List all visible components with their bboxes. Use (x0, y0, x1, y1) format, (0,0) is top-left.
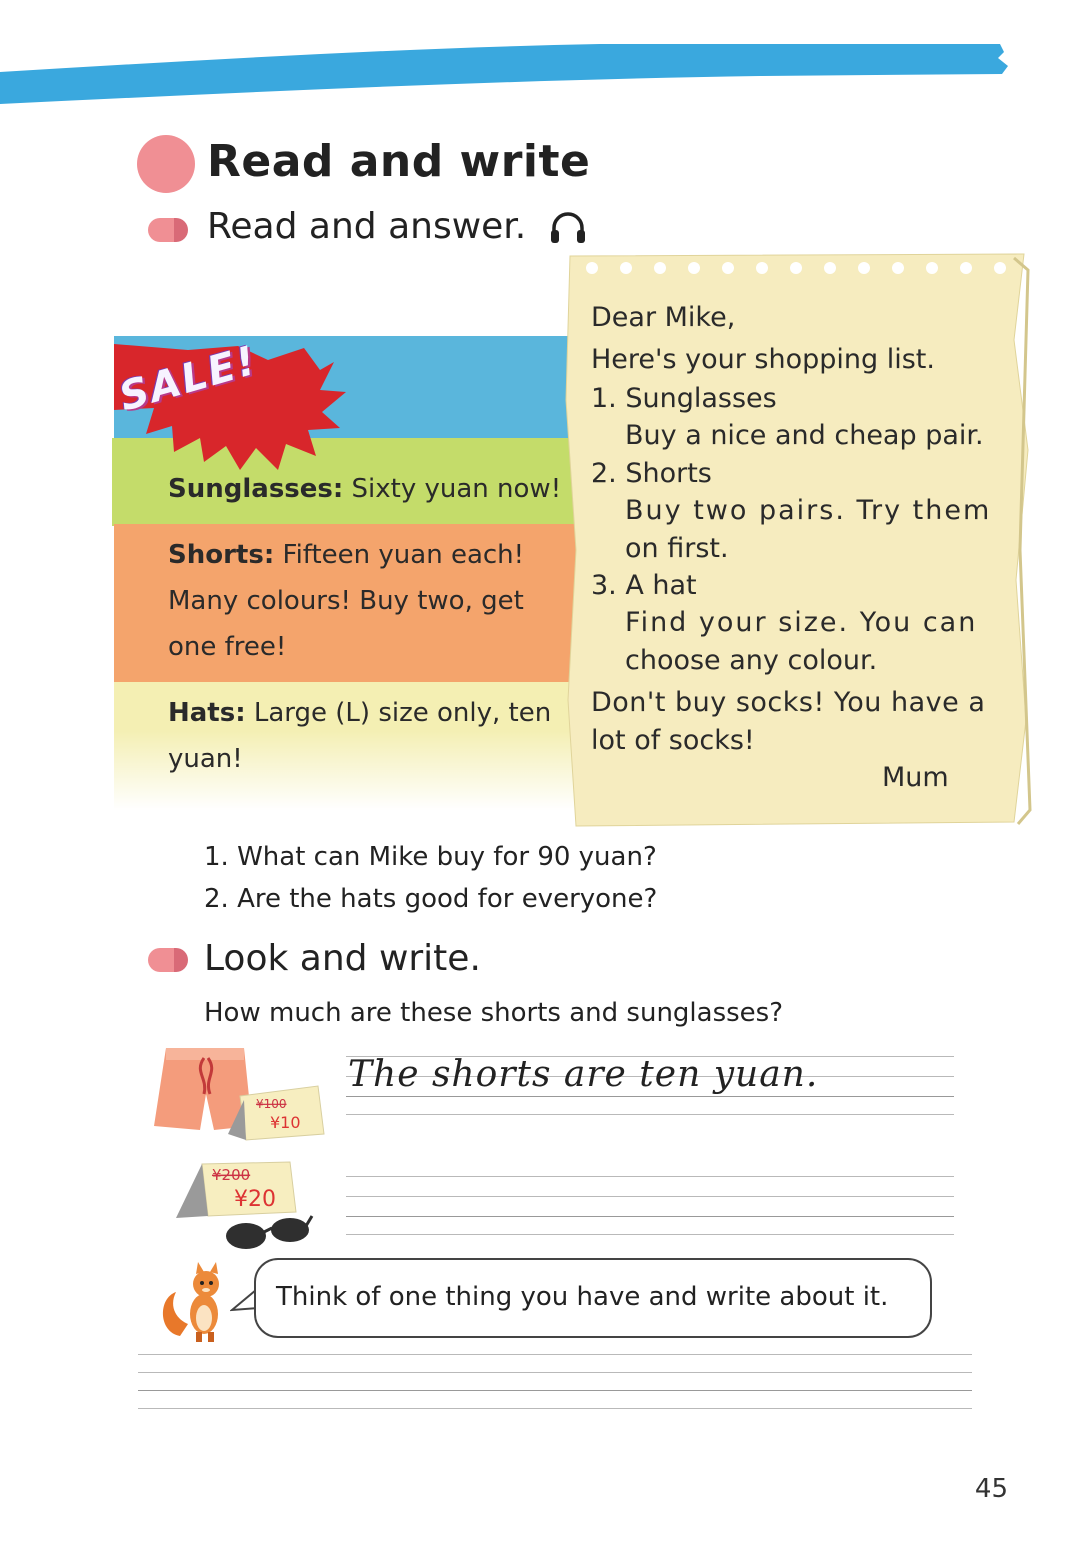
writing-line (346, 1234, 954, 1235)
poster-sunglasses-line (168, 466, 561, 512)
writing-line (138, 1372, 972, 1373)
look-prompt: How much are these shorts and sunglasses? (204, 998, 784, 1028)
note-item1-text: Buy a nice and cheap pair. (625, 420, 984, 451)
sunglasses-new-price: ¥20 (234, 1187, 276, 1212)
poster-shorts-text-1: Fifteen yuan each! (282, 540, 525, 570)
section-dot (137, 135, 195, 193)
writing-line (346, 1176, 954, 1177)
poster-shorts-label: Shorts: (168, 540, 275, 570)
note-closing-2: lot of socks! (591, 725, 755, 756)
squirrel-mascot-icon (158, 1262, 230, 1346)
note-item3-title: 3. A hat (591, 570, 697, 601)
writing-line (346, 1096, 954, 1097)
writing-line (138, 1354, 972, 1355)
poster-hats-text-2: yuan! (168, 744, 243, 774)
poster-hats-label: Hats: (168, 698, 246, 728)
poster-hats-text-1: Large (L) size only, ten (253, 698, 552, 728)
poster-shorts-line (168, 532, 524, 578)
subsection-title-read: Read and answer. (207, 206, 527, 247)
subsection-dot (148, 218, 186, 242)
writing-line (346, 1216, 954, 1217)
shorts-illustration (148, 1042, 328, 1142)
shorts-old-price: ¥100 (256, 1097, 287, 1111)
poster-sunglasses-label: Sunglasses: (168, 474, 344, 504)
headphones-icon[interactable] (548, 208, 588, 248)
poster-sunglasses-text: Sixty yuan now! (351, 474, 562, 504)
writing-line (138, 1390, 972, 1391)
writing-line (346, 1114, 954, 1115)
shorts-new-price: ¥10 (270, 1113, 301, 1132)
note-item2-text-2: on first. (625, 533, 729, 564)
sale-badge: SALE! (114, 337, 263, 421)
note-item1-title: 1. Sunglasses (591, 383, 777, 414)
note-signature: Mum (882, 762, 949, 793)
note-greeting: Dear Mike, (591, 302, 736, 333)
poster-shorts-text-3: one free! (168, 632, 287, 662)
speech-bubble (254, 1258, 932, 1338)
writing-line (346, 1196, 954, 1197)
question-1: 1. What can Mike buy for 90 yuan? (204, 842, 657, 872)
note-item2-title: 2. Shorts (591, 458, 712, 489)
question-2: 2. Are the hats good for everyone? (204, 884, 658, 914)
note-item3-text-2: choose any colour. (625, 645, 878, 676)
writing-line (138, 1408, 972, 1409)
note-item3-text-1: Find your size. You can (625, 607, 978, 638)
section-title: Read and write (207, 136, 591, 187)
page-number: 45 (974, 1474, 1008, 1504)
note-item2-text-1: Buy two pairs. Try them (625, 495, 992, 526)
bubble-text: Think of one thing you have and write about it. (276, 1282, 889, 1312)
sunglasses-old-price: ¥200 (212, 1166, 251, 1184)
poster-hats-line (168, 690, 551, 736)
sunglasses-illustration (172, 1156, 322, 1256)
poster-shorts-text-2: Many colours! Buy two, get (168, 586, 524, 616)
subsection-title-look: Look and write. (204, 938, 481, 979)
answer-shorts[interactable]: The shorts are ten yuan. (348, 1054, 819, 1095)
subsection-dot (148, 948, 186, 972)
note-intro: Here's your shopping list. (591, 344, 935, 375)
note-closing-1: Don't buy socks! You have a (591, 687, 986, 718)
top-banner (0, 0, 1080, 110)
